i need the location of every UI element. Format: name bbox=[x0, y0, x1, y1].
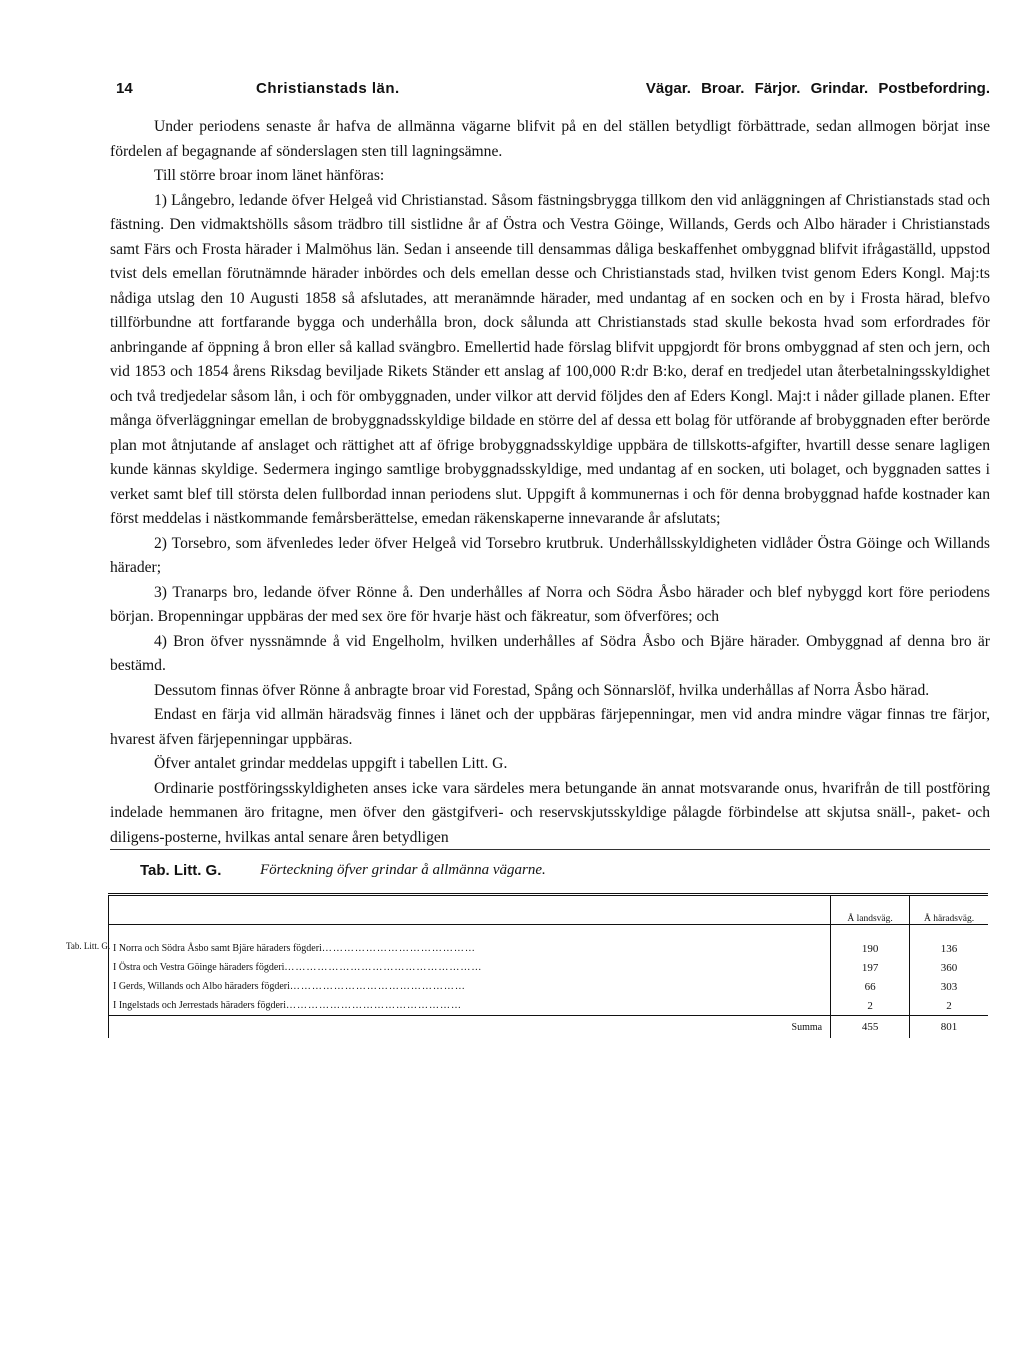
page-number: 14 bbox=[116, 80, 133, 97]
running-title: Christianstads län. bbox=[256, 80, 400, 97]
paragraph: 1) Långebro, ledande öfver Helgeå vid Christianstad. Såsom fästningsbrygga tillkom den vid anläggningen af Christianstads stad och fästning. Den vidmaktshölls såsom trädbro till sistlidne år af Östra och Vestra Göinge, Willands, Gerds och Albo härader i Christianstads samt Färs och Frosta härader i Malmöhus län. Sedan i anseende till densammas dåliga beskaffenhet ombyggnad blifvit ifrågaställd, uppstod tvist dels emellan förutnämnde härader inbördes och dels emellan desse och Christianstads stad, hvilken tvist genom Eders Kongl. Maj:ts nådiga utslag den 10 Augusti 1858 så afslutades, att meranämnde härader, med undantag af en socken och en by i Frosta härad, blefvo tillförbundne att fortfarande bygga och underhålla bron, dock sålunda att Christianstads stad skulle bekosta hvad som erfordrades för anbringande af öppning å bron eller så kallad svängbro. Emellertid hade förslag blifvit uppgjordt för brons ombyggnad af sten och jern, och vid 1853 och 1854 årens Riksdag beviljade Rikets Ständer ett anslag af 100,000 R:dr B:ko, deraf en tredjedel utan återbetalningsskyldighet och två tredjedelar såsom lån, i och för ombyggnaden, under vilkor att dervid följdes den af Eders Kongl. Maj:t i nåder gillade planen. Efter många öfverläggningar emellan de brobyggnadsskyldige bildade en större del af dessa ett bolag för utförande af brobyggnaden efter berörde plan mot åtnjutande af anslaget och rättighet att af öfrige brobyggnadsskyldige uppbära de tillskotts-afgifter, hvartill desse senare lagligen kunde kännas skyldige. Sedermera ingingo samtlige brobyggnadsskyldige, med undantag af en socken, uti bolaget, och byggnaden sattes i verket samt blef till största delen fullbordad innan periodens slut. Uppgift å kommunernas i och för denna brobyggnad hafde kostnader kan först meddelas i nästkommande femårsberättelse, emedan räkenskaperne innevarande år afslutats; bbox=[110, 191, 990, 527]
cell-haradsvag: 360 bbox=[910, 958, 988, 977]
paragraph: Dessutom finnas öfver Rönne å anbragte broar vid Forestad, Spång och Sönnarslöf, hvilka underhållas af Norra Åsbo härad. bbox=[154, 681, 930, 699]
margin-note: Tab. Litt. G. bbox=[66, 941, 111, 951]
table-caption: Förteckning öfver grindar å allmänna vägarne. bbox=[260, 862, 546, 878]
total-landsvag: 455 bbox=[831, 1016, 910, 1039]
row-label: I Gerds, Willands och Albo häraders fögderi………………………………………… bbox=[109, 977, 831, 996]
table-row bbox=[109, 977, 989, 996]
paragraph: Ordinarie postföringsskyldigheten anses icke vara särdeles mera betungande än annat motsvarande onus, hvarifrån de till postföring indelade hemmanen äro fritagne, men öfver den gästgifveri- och reservskjutsskyldige pålagde förbindelse att skjutsa snäll-, paket- och diligens-posterne, hvilkas antal senare åren betydligen bbox=[110, 779, 990, 846]
column-header: Å landsväg. bbox=[831, 895, 910, 925]
table-title bbox=[140, 862, 990, 880]
paragraph: Under periodens senaste år hafva de allmänna vägarne blifvit på en del ställen betydligt förbättrade, sedan allmogen börjat inse fördelen af begagnande af sönderslagen sten till lagningsämne. bbox=[110, 118, 990, 160]
cell-haradsvag: 2 bbox=[910, 996, 988, 1016]
paragraph: Öfver antalet grindar meddelas uppgift i tabellen Litt. G. bbox=[154, 755, 508, 772]
paragraph: 4) Bron öfver nyssnämnde å vid Engelholm, hvilken underhålles af Södra Åsbo och Bjäre härader. Ombyggnad af denna bro är bestämd. bbox=[110, 632, 990, 674]
table-row bbox=[109, 925, 989, 959]
cell-haradsvag: 136 bbox=[910, 925, 988, 959]
paragraph: Till större broar inom länet hänföras: bbox=[154, 167, 385, 184]
table-total-row bbox=[109, 1016, 989, 1039]
paragraph: 2) Torsebro, som äfvenledes leder öfver Helgeå vid Torsebro krutbruk. Underhållsskyldigheten vidlåder Östra Göinge och Willands härader; bbox=[110, 534, 990, 576]
row-label: I Östra och Vestra Göinge häraders fögderi……………………………………………… bbox=[109, 958, 831, 977]
section-topics: Vägar. Broar. Färjor. Grindar. Postbefordring. bbox=[645, 80, 990, 97]
paragraph: 3) Tranarps bro, ledande öfver Rönne å. Den underhålles af Norra och Södra Åsbo härader och blef nybyggd kort före periodens början. Bropenningar uppbäras der med sex öre för hvarje häst och fäkreatur, som öfverföres; och bbox=[110, 583, 990, 625]
table-header-row bbox=[109, 895, 989, 925]
paragraph: Endast en färja vid allmän häradsväg finnes i länet och der uppbäras färjepenningar, men vid andra mindre vägar finnas tre färjor, hvarest äfven färjepenningar uppbäras. bbox=[110, 706, 990, 748]
body-text bbox=[110, 115, 990, 850]
column-header: Å häradsväg. bbox=[910, 895, 988, 925]
cell-haradsvag: 303 bbox=[910, 977, 988, 996]
cell-landsvag: 66 bbox=[831, 977, 910, 996]
cell-landsvag: 2 bbox=[831, 996, 910, 1016]
cell-landsvag: 197 bbox=[831, 958, 910, 977]
page-header bbox=[110, 80, 990, 104]
table-label: Tab. Litt. G. bbox=[140, 862, 222, 879]
cell-landsvag: 190 bbox=[831, 925, 910, 959]
row-label: I Ingelstads och Jerrestads häraders fögderi………………………………………… bbox=[109, 996, 831, 1016]
table-row bbox=[109, 996, 989, 1016]
divider bbox=[110, 849, 990, 850]
gates-table bbox=[108, 893, 988, 1038]
row-label: I Norra och Södra Åsbo samt Bjäre häraders fögderi…………………………………… bbox=[109, 925, 831, 959]
total-label: Summa bbox=[109, 1016, 831, 1039]
total-haradsvag: 801 bbox=[910, 1016, 988, 1039]
table-row bbox=[109, 958, 989, 977]
